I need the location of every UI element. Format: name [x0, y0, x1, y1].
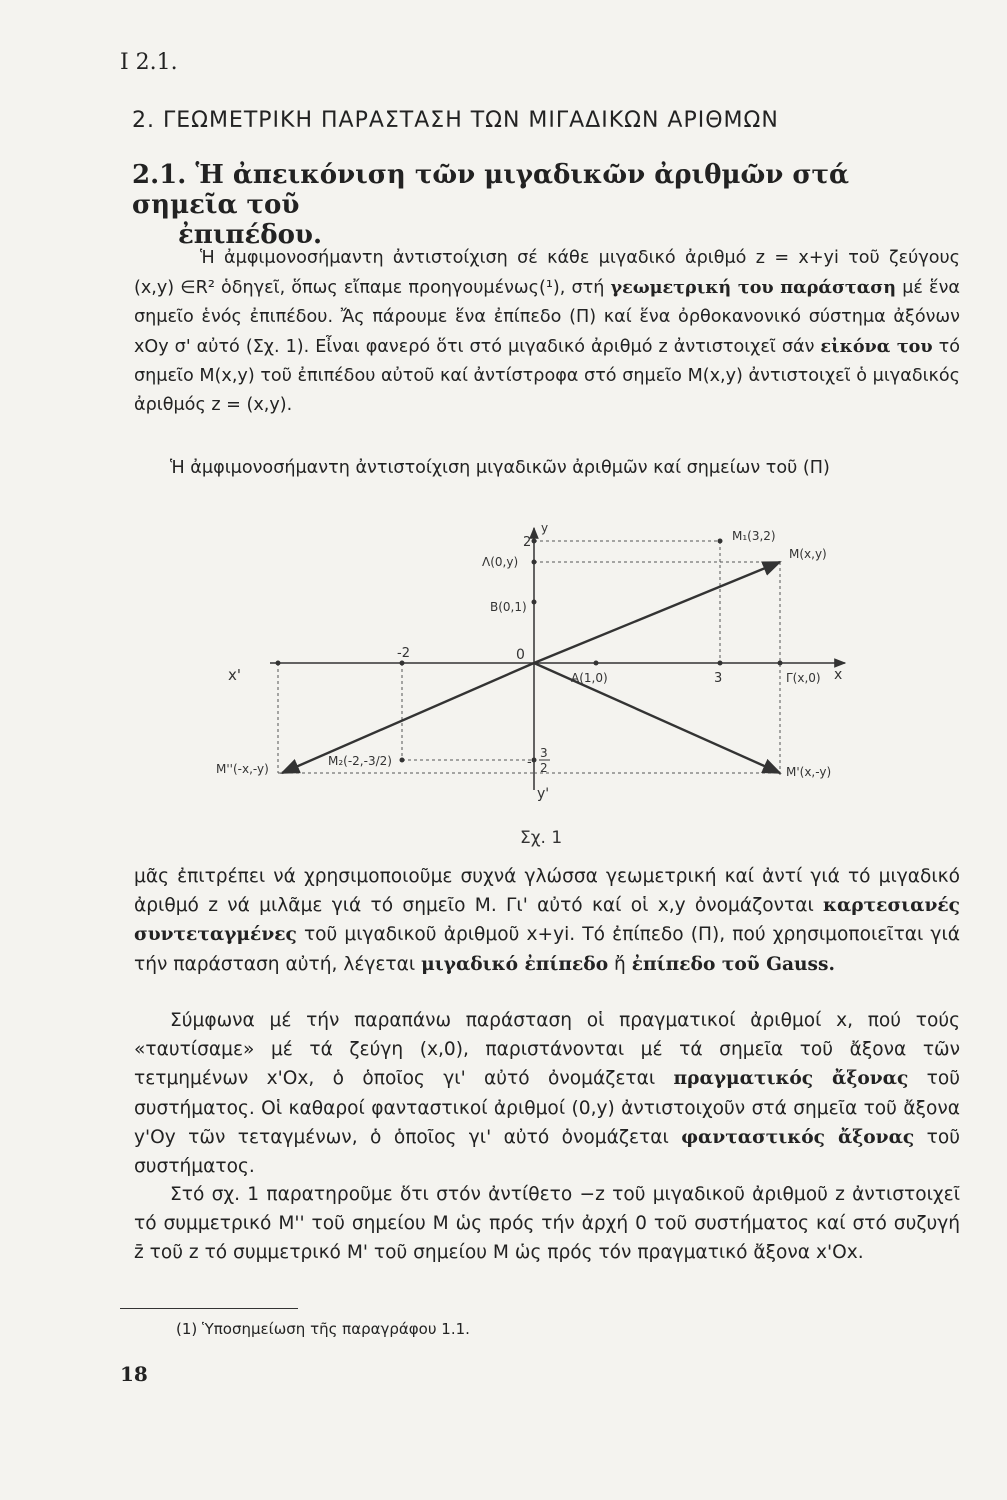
tick-3: 3	[714, 671, 723, 686]
footnote-rule	[120, 1308, 298, 1309]
p4-bold-real-axis: πραγματικός ἄξονας	[673, 1068, 909, 1090]
x-prime-label: x'	[228, 666, 242, 684]
p4-bold-imaginary-axis: φανταστικός ἄξονας	[681, 1126, 915, 1148]
point-A0y-label: Λ(0,y)	[482, 555, 519, 569]
point-B01-label: B(0,1)	[490, 600, 527, 614]
footnote: (1) Ὑποσημείωση τῆς παραγράφου 1.1.	[176, 1320, 470, 1338]
p1-bold-image: εἰκόνα του	[820, 336, 933, 357]
p3-text-c: τοῦ μιγαδικοῦ ἀριθμοῦ x+yi. Τό ἐπίπεδο (Π), πού χρησιμοποιεῖται γιά τήν παράσταση αὐτή, λέγεται	[134, 924, 960, 975]
point-M2-label: M₂(-2,-3/2)	[328, 754, 392, 768]
x-label: x	[834, 667, 843, 683]
subsection-title-line2: ἐπιπέδου.	[178, 220, 323, 250]
page-number: 18	[120, 1362, 148, 1386]
point-A10-label: A(1,0)	[571, 671, 608, 685]
paragraph-3	[134, 862, 960, 979]
y-label: y	[541, 521, 549, 535]
section-id: I 2.1.	[120, 50, 178, 75]
p5-text: Στό σχ. 1 παρατηροῦμε ὅτι στόν ἀντίθετο −z τοῦ μιγαδικοῦ ἀριθμοῦ z ἀντιστοιχεῖ τό συμμετρικό M'' τοῦ σημείου M ὡς πρός τήν ἀρχή 0 τοῦ συστήματος καί στό συζυγή z̄ τοῦ z τό συμμετρικό M' τοῦ σημείου M ὡς πρός τόν πραγματικό ἄξονα x'Ox.	[134, 1184, 960, 1264]
paragraph-5	[134, 1180, 960, 1268]
tick-2: 2	[523, 535, 532, 550]
point-Mxy-label: M(x,y)	[789, 547, 827, 561]
point-M1-label: M₁(3,2)	[732, 529, 776, 543]
p3-text-e: ἤ	[608, 953, 632, 975]
p4-text-a: Σύμφωνα μέ τήν παραπάνω παράσταση οἱ πραγματικοί ἀριθμοί x, πού τούς «ταυτίσαμε» μέ τά ζεύγη (x,0), παριστάνονται μέ τά σημεῖα τοῦ ἄξονα τῶν τετμημένων x'Ox, ὁ ὁποῖος γι' αὐτό ὀνομάζεται	[134, 1010, 960, 1090]
p1-text-c: μέ ἕνα σημεῖο ἑνός ἐπιπέδου. Ἄς πάρουμε ἕνα ἐπίπεδο (Π) καί ἕνα ὀρθοκανονικό σύστημα ἀξόνων xOy σ' αὐτό (Σχ. 1). Εἶναι φανερό ὅτι στό μιγαδικό ἀριθμό z ἀντιστοιχεῖ σάν	[134, 278, 960, 357]
y-prime-label: y'	[537, 786, 550, 802]
p4-text-e: τοῦ συστήματος.	[134, 1126, 960, 1178]
chapter-title: 2. ΓΕΩΜΕΤΡΙΚΗ ΠΑΡΑΣΤΑΣΗ ΤΩΝ ΜΙΓΑΔΙΚΩΝ ΑΡΙΘΜΩΝ	[132, 108, 779, 133]
p1-bold-geometric: γεωμετρική του παράσταση	[610, 277, 897, 298]
point-Gx0-label: Γ(x,0)	[786, 671, 821, 685]
p4-text-c: τοῦ συστήματος. Οἱ καθαροί φανταστικοί ἀριθμοί (0,y) ἀντιστοιχοῦν στά σημεῖα τοῦ ἄξονα y'Oy τῶν τεταγμένων, ὁ ὁποῖος γι' αὐτό ὀνομάζεται	[134, 1068, 960, 1148]
origin-label: 0	[516, 647, 525, 663]
p3-bold-complex-plane: μιγαδικό ἐπίπεδο	[421, 953, 609, 975]
tick-neg-frac-num: 3	[540, 746, 548, 760]
point-Mconj-label: M'(x,-y)	[786, 765, 832, 779]
p3-bold-gauss-plane: ἐπίπεδο τοῦ Gauss.	[631, 953, 835, 975]
tick-neg-sign: -	[527, 755, 532, 770]
p3-bold-cartesian: καρτεσιανές συντεταγμένες	[134, 895, 960, 946]
subsection-title-line1: 2.1. Ἡ ἀπεικόνιση τῶν μιγαδικῶν ἀριθμῶν στά σημεῖα τοῦ	[132, 160, 849, 220]
p3-text-a: μᾶς ἐπιτρέπει νά χρησιμοποιοῦμε συχνά γλώσσα γεωμετρική καί ἀντί γιά τό μιγαδικό ἀριθμό z νά μιλᾶμε γιά τό σημεῖο M. Γι' αὐτό καί οἱ x,y ὀνομάζονται	[134, 866, 960, 917]
p1-text-e: τό σημεῖο M(x,y) τοῦ ἐπιπέδου αὐτοῦ καί ἀντίστροφα στό σημεῖο M(x,y) ἀντιστοιχεῖ ὁ μιγαδικός ἀριθμός z = (x,y).	[134, 337, 960, 415]
points	[276, 539, 783, 763]
paragraph-4	[134, 1006, 960, 1181]
point-Mneg-label: M''(-x,-y)	[216, 762, 269, 776]
figure-caption: Σχ. 1	[520, 828, 563, 848]
vector-OM-neg	[282, 663, 534, 773]
p2-text: Ἡ ἀμφιμονοσήμαντη ἀντιστοίχιση μιγαδικῶν ἀριθμῶν καί σημείων τοῦ (Π)	[170, 458, 830, 478]
tick-neg2: -2	[397, 646, 410, 661]
tick-neg-frac-den: 2	[540, 761, 548, 775]
vector-OM	[534, 562, 780, 663]
p1-text-a: Ἡ ἀμφιμονοσήμαντη ἀντιστοίχιση σέ κάθε μιγαδικό ἀριθμό z = x+yi τοῦ ζεύγους (x,y) ∈R² ὁδηγεῖ, ὅπως εἴπαμε προηγουμένως(¹), στή	[134, 248, 960, 298]
